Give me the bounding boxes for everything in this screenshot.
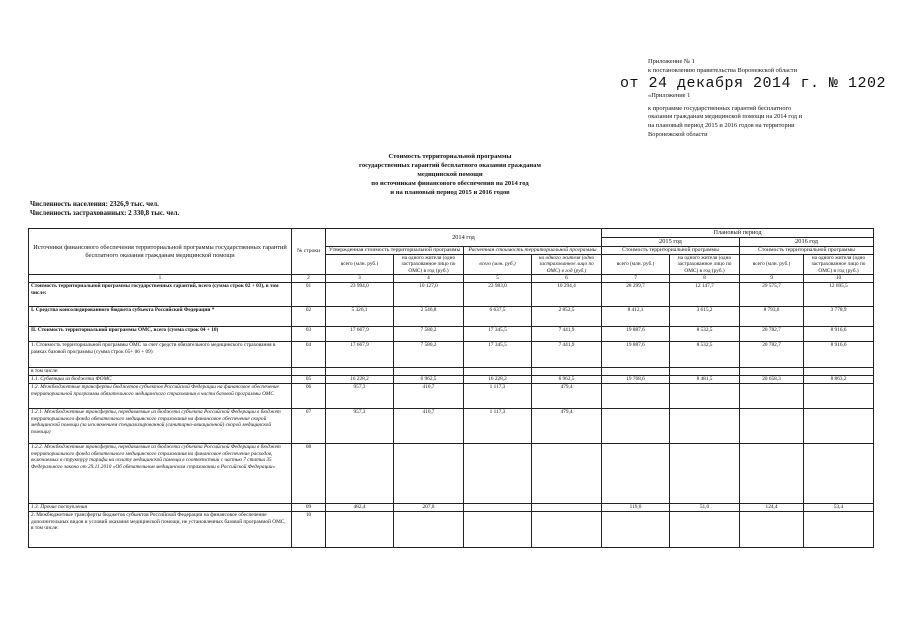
header-calculated-cost: Расчетная стоимость территориальной программы bbox=[464, 247, 602, 255]
value-cell: 7 580,2 bbox=[394, 326, 464, 341]
column-number: 9 bbox=[740, 275, 804, 283]
annex-header bbox=[620, 58, 898, 139]
title-line: и на плановый период 2015 и 2016 годов bbox=[390, 189, 510, 196]
value-cell bbox=[532, 443, 602, 503]
population-insured: Численность застрахованных: 2 330,8 тыс. чел. bbox=[30, 209, 180, 217]
row-code: 07 bbox=[292, 408, 326, 443]
value-cell bbox=[670, 367, 740, 375]
value-cell: 6 637,5 bbox=[464, 306, 532, 326]
value-cell: 7 441,9 bbox=[532, 341, 602, 367]
header-total-mln-2015: всего (млн. руб.) bbox=[602, 254, 670, 275]
value-cell: 410,7 bbox=[394, 383, 464, 408]
value-cell: 1 117,3 bbox=[464, 383, 532, 408]
row-label: 1. Стоимость территориальной программы ОМС за счет средств обязательного медицинского страхования в рамках базовой программы (сумма строк 05+ 06 + 09) bbox=[29, 341, 292, 367]
value-cell: 8 532,5 bbox=[670, 341, 740, 367]
value-cell: 23 994,0 bbox=[326, 282, 394, 306]
cost-table bbox=[28, 228, 874, 548]
value-cell: 7 441,9 bbox=[532, 326, 602, 341]
header-per-capita-calculated: на одного жителя (одно застрахованное лицо по ОМС) в год (руб.) bbox=[532, 254, 602, 275]
value-cell bbox=[602, 443, 670, 503]
header-cost-2015: Стоимость территориальной программы bbox=[602, 247, 740, 255]
row-code: 03 bbox=[292, 326, 326, 341]
header-per-capita: на одного жителя (одно застрахованное лицо по ОМС) в год (руб.) bbox=[394, 254, 464, 275]
value-cell: 207,0 bbox=[394, 503, 464, 511]
value-cell: 28 299,7 bbox=[602, 282, 670, 306]
value-cell: 479,4 bbox=[532, 383, 602, 408]
value-cell: 20 658,3 bbox=[740, 375, 804, 383]
value-cell: 119,0 bbox=[602, 503, 670, 511]
value-cell bbox=[532, 511, 602, 547]
value-cell: 20 782,7 bbox=[740, 341, 804, 367]
value-cell: 5 326,1 bbox=[326, 306, 394, 326]
header-total-mln: всего (млн. руб.) bbox=[326, 254, 394, 275]
value-cell: 124,4 bbox=[740, 503, 804, 511]
row-label: 1.3. Прочие поступления bbox=[29, 503, 292, 511]
value-cell: 3 778,9 bbox=[804, 306, 874, 326]
row-code: 02 bbox=[292, 306, 326, 326]
table-row bbox=[29, 375, 874, 383]
value-cell bbox=[602, 367, 670, 375]
value-cell: 8 863,2 bbox=[804, 375, 874, 383]
value-cell bbox=[804, 408, 874, 443]
value-cell: 957,3 bbox=[326, 408, 394, 443]
table-body bbox=[29, 282, 874, 547]
annex-line: оказания гражданам медицинской помощи на 2014 год и bbox=[648, 113, 803, 121]
value-cell bbox=[804, 511, 874, 547]
header-year-2014: 2014 год bbox=[326, 229, 602, 247]
column-number: 7 bbox=[602, 275, 670, 283]
row-code: 09 bbox=[292, 503, 326, 511]
annex-line: к программе государственных гарантий бесплатного bbox=[648, 104, 792, 112]
column-number: 4 bbox=[394, 275, 464, 283]
value-cell bbox=[670, 511, 740, 547]
population-total: Численность населения: 2326,9 тыс. чел. bbox=[30, 200, 159, 208]
value-cell bbox=[532, 503, 602, 511]
document-title bbox=[300, 152, 600, 197]
value-cell bbox=[326, 443, 394, 503]
table-row bbox=[29, 326, 874, 341]
value-cell: 482,4 bbox=[326, 503, 394, 511]
row-code: 08 bbox=[292, 443, 326, 503]
value-cell: 8 916,6 bbox=[804, 341, 874, 367]
value-cell: 20 782,7 bbox=[740, 326, 804, 341]
header-per-capita-2015: на одного жителя (одно застрахованное лицо по ОМС) в год (руб.) bbox=[670, 254, 740, 275]
value-cell bbox=[602, 511, 670, 547]
value-cell: 16 228,2 bbox=[326, 375, 394, 383]
row-code: 06 bbox=[292, 383, 326, 408]
value-cell: 8 532,5 bbox=[670, 326, 740, 341]
value-cell bbox=[394, 367, 464, 375]
header-year-2016: 2016 год bbox=[740, 238, 874, 247]
decree-date-stamp: от 24 декабря 2014 г. № 1202 bbox=[620, 75, 887, 93]
table-row bbox=[29, 367, 874, 375]
row-code: 04 bbox=[292, 341, 326, 367]
value-cell bbox=[464, 511, 532, 547]
value-cell: 7 580,2 bbox=[394, 341, 464, 367]
row-code bbox=[292, 367, 326, 375]
value-cell bbox=[602, 383, 670, 408]
value-cell: 957,3 bbox=[326, 383, 394, 408]
value-cell: 10 294,4 bbox=[532, 282, 602, 306]
table-row bbox=[29, 443, 874, 503]
row-code: 01 bbox=[292, 282, 326, 306]
column-number: 5 bbox=[464, 275, 532, 283]
column-number: 8 bbox=[670, 275, 740, 283]
column-number: 3 bbox=[326, 275, 394, 283]
value-cell: 3 615,2 bbox=[670, 306, 740, 326]
annex-line: к постановлению правительства Воронежской области bbox=[648, 66, 798, 74]
value-cell: 1 117,3 bbox=[464, 408, 532, 443]
header-plan-period: Плановый период bbox=[602, 229, 874, 238]
header-source: Источники финансового обеспечения территориальной программы государственных гарантий бесплатного оказания гражданам медицинской помощи bbox=[29, 229, 292, 275]
value-cell: 16 228,2 bbox=[464, 375, 532, 383]
row-label: I. Средства консолидированного бюджета субъекта Российской Федерации * bbox=[29, 306, 292, 326]
value-cell bbox=[464, 443, 532, 503]
column-number: 2 bbox=[292, 275, 326, 283]
value-cell: 19 768,6 bbox=[602, 375, 670, 383]
value-cell bbox=[394, 443, 464, 503]
annex-line: Воронежской области bbox=[648, 130, 708, 138]
value-cell bbox=[740, 408, 804, 443]
value-cell bbox=[326, 511, 394, 547]
table-row bbox=[29, 282, 874, 306]
table-row bbox=[29, 503, 874, 511]
column-numbers-row bbox=[29, 275, 874, 283]
value-cell bbox=[740, 511, 804, 547]
value-cell: 2 546,8 bbox=[394, 306, 464, 326]
value-cell: 53,4 bbox=[804, 503, 874, 511]
header-total-mln-calculated: всего (млн. руб.) bbox=[464, 254, 532, 275]
value-cell: 17 345,5 bbox=[464, 326, 532, 341]
value-cell bbox=[740, 383, 804, 408]
value-cell bbox=[670, 383, 740, 408]
title-line: Стоимость территориальной программы bbox=[388, 153, 512, 160]
value-cell: 2 852,5 bbox=[532, 306, 602, 326]
value-cell bbox=[532, 367, 602, 375]
value-cell: 17 345,5 bbox=[464, 341, 532, 367]
value-cell: 8 412,1 bbox=[602, 306, 670, 326]
table-row bbox=[29, 306, 874, 326]
value-cell bbox=[740, 443, 804, 503]
value-cell: 10 127,0 bbox=[394, 282, 464, 306]
row-label: 1.2.2. Межбюджетные трансферты, передаваемые из бюджета субъекта Российской Федерации в бюджет территориального фонда обязательного медицинского страхования на финансовое обеспечение расходов, включаемых в структуру тарифа на оплату медицинской помощи в соответствии с частью 7 статьи 35 Федерального закона от 29.11.2010 «Об обязательном медицинском страховании в Российской Федерации» bbox=[29, 443, 292, 503]
value-cell: 8 793,0 bbox=[740, 306, 804, 326]
table-row bbox=[29, 511, 874, 547]
value-cell: 51,0 bbox=[670, 503, 740, 511]
value-cell bbox=[326, 367, 394, 375]
column-number: 10 bbox=[804, 275, 874, 283]
row-label: Стоимость территориальной программы государственных гарантий, всего (сумма строк 02 + 03), в том числе: bbox=[29, 282, 292, 306]
value-cell bbox=[804, 443, 874, 503]
value-cell: 8 481,5 bbox=[670, 375, 740, 383]
row-code: 10 bbox=[292, 511, 326, 547]
value-cell: 17 667,9 bbox=[326, 341, 394, 367]
value-cell bbox=[464, 503, 532, 511]
value-cell: 8 916,6 bbox=[804, 326, 874, 341]
table-row bbox=[29, 341, 874, 367]
value-cell: 6 962,5 bbox=[532, 375, 602, 383]
value-cell bbox=[394, 511, 464, 547]
value-cell bbox=[602, 408, 670, 443]
header-total-mln-2016: всего (млн. руб.) bbox=[740, 254, 804, 275]
header-cost-2016: Стоимость территориальной программы bbox=[740, 247, 874, 255]
row-label: 1.1. Субвенции из бюджета ФОМС bbox=[29, 375, 292, 383]
header-row-number: № строки bbox=[292, 229, 326, 275]
value-cell bbox=[670, 443, 740, 503]
column-number: 6 bbox=[532, 275, 602, 283]
annex-line: «Приложение 1 bbox=[648, 92, 691, 100]
row-label: 1.2.1. Межбюджетные трансферты, передаваемые из бюджета субъекта Российской Федерации в бюджет территориального фонда обязательного медицинского страхования на финансовое обеспечение скорой медицинской помощи (за исключением специализированной (санитарно-авиационной) скорой медицинской помощи) bbox=[29, 408, 292, 443]
row-code: 05 bbox=[292, 375, 326, 383]
header-per-capita-2016: на одного жителя (одно застрахованное лицо по ОМС) в год (руб.) bbox=[804, 254, 874, 275]
row-label: 1.2. Межбюджетные трансферты бюджетов субъектов Российской Федерации на финансовое обеспечение территориальной программы обязательного медицинского страхования в части базовой программы ОМС bbox=[29, 383, 292, 408]
annex-line: Приложение № 1 bbox=[648, 58, 695, 65]
value-cell: 23 983,0 bbox=[464, 282, 532, 306]
value-cell: 19 887,6 bbox=[602, 326, 670, 341]
value-cell: 479,4 bbox=[532, 408, 602, 443]
row-label: II. Стоимость территориальной программы ОМС, всего (сумма строк 04 + 10) bbox=[29, 326, 292, 341]
value-cell: 410,7 bbox=[394, 408, 464, 443]
value-cell bbox=[670, 408, 740, 443]
annex-line: на плановый период 2015 и 2016 годов на территории bbox=[648, 121, 795, 129]
value-cell bbox=[464, 367, 532, 375]
value-cell bbox=[740, 367, 804, 375]
value-cell bbox=[804, 383, 874, 408]
value-cell: 12 147,7 bbox=[670, 282, 740, 306]
table-row bbox=[29, 383, 874, 408]
title-line: государственных гарантий бесплатного оказания гражданам bbox=[359, 162, 541, 169]
row-label: 2. Межбюджетные трансферты бюджетов субъектов Российской Федерации на финансовое обеспечение дополнительных видов и условий оказания медицинской помощи, не установленных базовой программой ОМС, в том числе: bbox=[29, 511, 292, 547]
value-cell: 29 575,7 bbox=[740, 282, 804, 306]
header-approved-cost: Утвержденная стоимость территориальной программы bbox=[326, 247, 464, 255]
header-year-2015: 2015 год bbox=[602, 238, 740, 247]
table-row bbox=[29, 408, 874, 443]
column-number: 1 bbox=[29, 275, 292, 283]
title-line: по источникам финансового обеспечения на 2014 год bbox=[371, 180, 529, 187]
value-cell: 17 667,9 bbox=[326, 326, 394, 341]
value-cell: 6 962,5 bbox=[394, 375, 464, 383]
value-cell bbox=[804, 367, 874, 375]
title-line: медицинской помощи bbox=[417, 171, 483, 178]
row-label: в том числе: bbox=[29, 367, 292, 375]
value-cell: 19 887,6 bbox=[602, 341, 670, 367]
value-cell: 12 695,5 bbox=[804, 282, 874, 306]
